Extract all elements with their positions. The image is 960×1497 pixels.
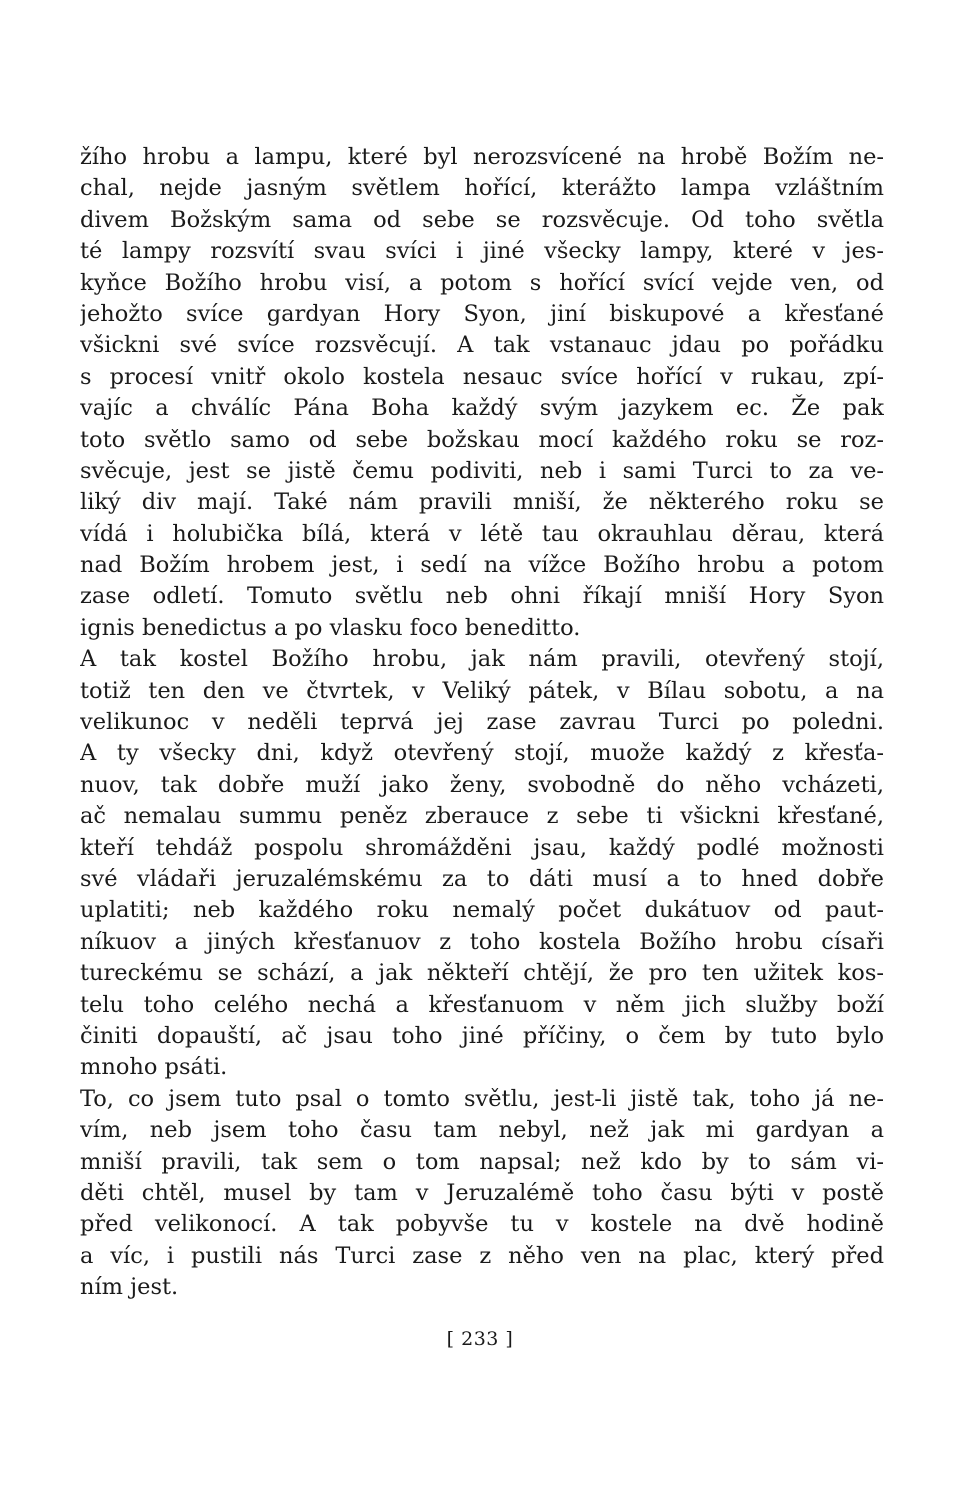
text-line: svěcuje, jest se jistě čemu podiviti, neb i sami Turci to za ve- <box>80 457 884 484</box>
text-line: ač nemalau summu peněz zberauce z sebe ti všickni křesťané, <box>80 803 884 830</box>
text-line: divem Božským sama od sebe se rozsvěcuje. Od toho světla <box>80 206 884 233</box>
text-line: činiti dopauští, ač jsau toho jiné příčiny, o čem by tuto bylo <box>80 1022 884 1049</box>
text-line: své vládaři jeruzalémskému za to dáti musí a to hned dobře <box>80 865 884 892</box>
text-line: A tak kostel Božího hrobu, jak nám pravili, otevřený stojí, <box>80 646 884 673</box>
text-line: nad Božím hrobem jest, i sedí na vížce Božího hrobu a potom <box>80 552 884 579</box>
text-line: velikunoc v neděli teprvá jej zase zavrau Turci po poledni. <box>80 709 884 736</box>
text-line: jehožto svíce gardyan Hory Syon, jiní biskupové a křesťané <box>80 300 884 327</box>
text-line: To, co jsem tuto psal o tomto světlu, jest-li jistě tak, toho já ne- <box>80 1085 884 1112</box>
text-line: děti chtěl, musel by tam v Jeruzalémě toho času býti v postě <box>80 1179 884 1206</box>
text-line: níkuov a jiných křesťanuov z toho kostela Božího hrobu císaři <box>80 928 884 955</box>
text-line: a víc, i pustili nás Turci zase z něho ven na plac, který před <box>80 1242 884 1269</box>
text-line: uplatiti; neb každého roku nemalý počet dukátuov od paut- <box>80 897 884 924</box>
text-line: zase odletí. Tomuto světlu neb ohni říkají mniší Hory Syon <box>80 583 884 610</box>
text-line: mnoho psáti. <box>80 1054 228 1081</box>
text-line: A ty všecky dni, když otevřený stojí, muože každý z křesťa- <box>80 740 884 767</box>
text-line: toto světlo samo od sebe božskau mocí každého roku se roz- <box>80 426 884 453</box>
text-line: ním jest. <box>80 1274 179 1301</box>
text-line: totiž ten den ve čtvrtek, v Veliký pátek, v Bílau sobotu, a na <box>80 677 884 704</box>
text-line: vajíc a chválíc Pána Boha každý svým jazykem ec. Že pak <box>80 395 884 422</box>
text-line: vídá i holubička bílá, která v létě tau okrauhlau děrau, která <box>80 520 884 547</box>
text-line: kteří tehdáž pospolu shromážděni jsau, každý podlé možnosti <box>80 834 884 861</box>
paragraph <box>80 644 884 1083</box>
text-line: nuov, tak dobře muží jako ženy, svobodně do něho vcházeti, <box>80 771 884 798</box>
page-number: [ 233 ] <box>446 1328 514 1350</box>
text-line: žího hrobu a lampu, které byl nerozsvícené na hrobě Božím ne- <box>80 144 884 170</box>
body-text <box>80 142 884 1303</box>
text-line: ignis benedictus a po vlasku foco beneditto. <box>80 614 581 641</box>
text-line: chal, nejde jasným světlem hořící, kterážto lampa vzláštním <box>80 175 884 202</box>
paragraph <box>80 142 884 644</box>
text-line: té lampy rozsvítí svau svíci i jiné všecky lampy, které v jes- <box>80 238 884 265</box>
text-line: kyňce Božího hrobu visí, a potom s hořící svící vejde ven, od <box>80 269 884 296</box>
text-line: s procesí vnitř okolo kostela nesauc svíce hořící v rukau, zpí- <box>80 363 884 390</box>
text-line: telu toho celého nechá a křesťanuom v něm jich služby boží <box>80 991 884 1018</box>
text-line: tureckému se schází, a jak někteří chtějí, že pro ten užitek kos- <box>80 960 884 987</box>
text-line: vím, neb jsem toho času tam nebyl, než jak mi gardyan a <box>80 1117 884 1144</box>
text-line: liký div mají. Také nám pravili mniší, že některého roku se <box>80 489 884 516</box>
text-line: mniší pravili, tak sem o tom napsal; než kdo by to sám vi- <box>80 1148 884 1175</box>
paragraph <box>80 1084 884 1304</box>
text-line: před velikonocí. A tak pobyvše tu v kostele na dvě hodině <box>80 1211 884 1238</box>
text-line: všickni své svíce rozsvěcují. A tak vstanauc jdau po pořádku <box>80 332 884 359</box>
